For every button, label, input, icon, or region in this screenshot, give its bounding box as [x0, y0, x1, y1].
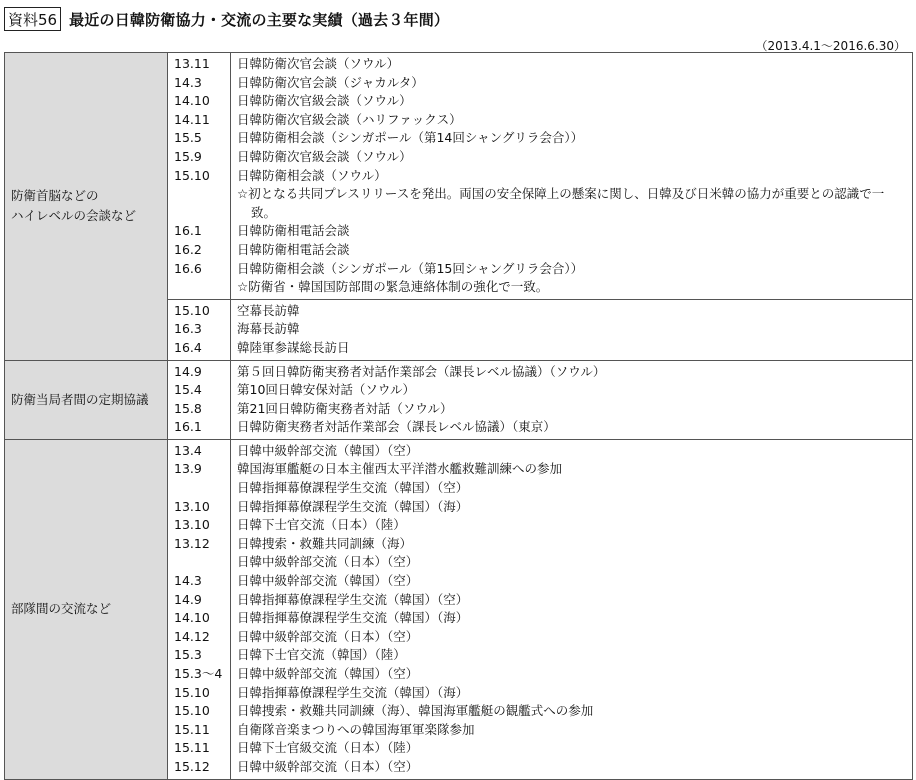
event-text: 日韓防衛次官会談（ジャカルタ）	[237, 74, 424, 90]
date-cell	[168, 53, 231, 300]
event-date: 15.10	[174, 167, 210, 183]
event-text: 海幕長訪韓	[237, 321, 300, 337]
event-date: 15.5	[174, 130, 202, 146]
event-cell	[231, 439, 913, 779]
category-label: ハイレベルの会談など	[11, 208, 137, 224]
event-text: 第21回日韓防衛実務者対話（ソウル）	[237, 400, 453, 416]
event-note: ☆初となる共同プレスリリースを発出。両国の安全保障上の懸案に関し、日韓及び日米韓の協力が重要との認識で一致。	[237, 186, 885, 220]
event-date	[168, 479, 230, 498]
date-cell	[168, 299, 231, 360]
event-cell	[231, 53, 913, 300]
event-date: 15.4	[174, 382, 202, 398]
event-date: 14.11	[174, 111, 210, 127]
event-text: 日韓中級幹部交流（日本）（空）	[237, 554, 419, 570]
event-text: 日韓指揮幕僚課程学生交流（韓国）（海）	[237, 498, 469, 514]
category-cell	[5, 360, 168, 439]
event-date: 14.9	[174, 363, 202, 379]
event-text: 日韓防衛次官会談（ソウル）	[237, 56, 400, 71]
document-number-label: 資料56	[4, 7, 61, 31]
event-text: 第10回日韓安保対話（ソウル）	[237, 382, 416, 398]
event-text: 日韓防衛相電話会談	[237, 223, 350, 239]
event-date	[168, 185, 230, 222]
event-date: 13.10	[174, 498, 210, 514]
date-cell	[168, 360, 231, 439]
event-date: 15.11	[174, 721, 210, 737]
event-date: 14.10	[174, 610, 210, 626]
event-date: 13.4	[174, 442, 202, 458]
category-cell	[5, 439, 168, 779]
category-label: 部隊間の交流など	[11, 601, 112, 617]
event-date: 16.4	[174, 339, 202, 355]
event-date: 16.1	[174, 223, 202, 239]
event-text: 第５回日韓防衛実務者対話作業部会（課長レベル協議）（ソウル）	[237, 363, 606, 379]
event-text: 韓陸軍参謀総長訪日	[237, 339, 350, 355]
event-date	[168, 553, 230, 572]
event-text: 自衛隊音楽まつりへの韓国海軍軍楽隊参加	[237, 721, 475, 737]
event-cell	[231, 360, 913, 439]
event-date: 15.9	[174, 148, 202, 164]
document-title: 最近の日韓防衛協力・交流の主要な実績（過去３年間）	[69, 10, 450, 29]
table-body	[5, 53, 913, 780]
table-row	[5, 53, 913, 300]
event-text: 日韓防衛次官級会談（ソウル）	[237, 148, 412, 164]
event-date: 14.3	[174, 573, 202, 589]
event-date: 15.10	[174, 684, 210, 700]
event-date: 15.3	[174, 647, 202, 663]
event-date: 14.12	[174, 628, 210, 644]
event-date: 13.11	[174, 56, 210, 71]
event-date: 15.10	[174, 703, 210, 719]
event-date: 15.12	[174, 758, 210, 774]
event-text: 日韓中級幹部交流（韓国）（空）	[237, 442, 419, 458]
event-text: 日韓防衛相会談（シンガポール（第15回シャングリラ会合））	[237, 260, 584, 276]
event-text: 日韓捜索・救難共同訓練（海）、韓国海軍艦艇の観艦式への参加	[237, 703, 594, 719]
event-date: 15.11	[174, 740, 210, 756]
event-text: 日韓防衛相電話会談	[237, 241, 350, 257]
event-text: 日韓中級幹部交流（日本）（空）	[237, 628, 419, 644]
event-text: 韓国海軍艦艇の日本主催西太平洋潜水艦救難訓練への参加	[237, 461, 563, 477]
event-note: ☆防衛省・韓国国防部間の緊急連絡体制の強化で一致。	[237, 279, 549, 295]
event-date: 14.3	[174, 74, 202, 90]
event-text: 日韓下士官交流（韓国）（陸）	[237, 647, 406, 663]
event-date: 16.2	[174, 241, 202, 257]
event-text: 日韓防衛次官級会談（ハリファックス）	[237, 111, 462, 127]
event-date: 16.1	[174, 419, 202, 435]
event-text: 日韓中級幹部交流（韓国）（空）	[237, 573, 419, 589]
event-text: 日韓下士官級交流（日本）（陸）	[237, 740, 419, 756]
table-row	[5, 439, 913, 779]
event-text: 日韓指揮幕僚課程学生交流（韓国）（海）	[237, 610, 469, 626]
exchange-record-table	[4, 52, 913, 780]
event-date: 13.12	[174, 535, 210, 551]
event-text: 日韓指揮幕僚課程学生交流（韓国）（空）	[237, 480, 469, 496]
category-label: 防衛首脳などの	[11, 188, 99, 204]
period-range: （2013.4.1～2016.6.30）	[755, 39, 906, 53]
event-date: 16.6	[174, 260, 202, 276]
document-header	[4, 6, 449, 32]
event-cell	[231, 299, 913, 360]
event-text: 日韓捜索・救難共同訓練（海）	[237, 535, 413, 551]
event-text: 日韓防衛相会談（ソウル）	[237, 167, 387, 183]
category-cell	[5, 53, 168, 361]
event-text: 日韓防衛相会談（シンガポール（第14回シャングリラ会合））	[237, 130, 584, 146]
event-date: 16.3	[174, 321, 202, 337]
event-text: 日韓指揮幕僚課程学生交流（韓国）（海）	[237, 684, 469, 700]
event-date: 14.10	[174, 93, 210, 109]
event-date	[168, 278, 230, 297]
event-date: 15.8	[174, 400, 202, 416]
event-date: 15.10	[174, 302, 210, 318]
event-text: 日韓下士官交流（日本）（陸）	[237, 517, 406, 533]
event-text: 日韓中級幹部交流（韓国）（空）	[237, 666, 419, 681]
event-date: 13.10	[174, 517, 210, 533]
event-date: 14.9	[174, 591, 202, 607]
event-text: 日韓指揮幕僚課程学生交流（韓国）（空）	[237, 591, 469, 607]
date-cell	[168, 439, 231, 779]
event-text: 日韓中級幹部交流（日本）（空）	[237, 758, 419, 774]
table-row	[5, 360, 913, 439]
event-text: 日韓防衛実務者対話作業部会（課長レベル協議）（東京）	[237, 419, 556, 435]
event-text: 空幕長訪韓	[237, 302, 300, 318]
event-text: 日韓防衛次官級会談（ソウル）	[237, 93, 412, 109]
category-label: 防衛当局者間の定期協議	[11, 391, 149, 407]
event-date: 15.3～4	[174, 666, 223, 681]
event-date: 13.9	[174, 461, 202, 477]
